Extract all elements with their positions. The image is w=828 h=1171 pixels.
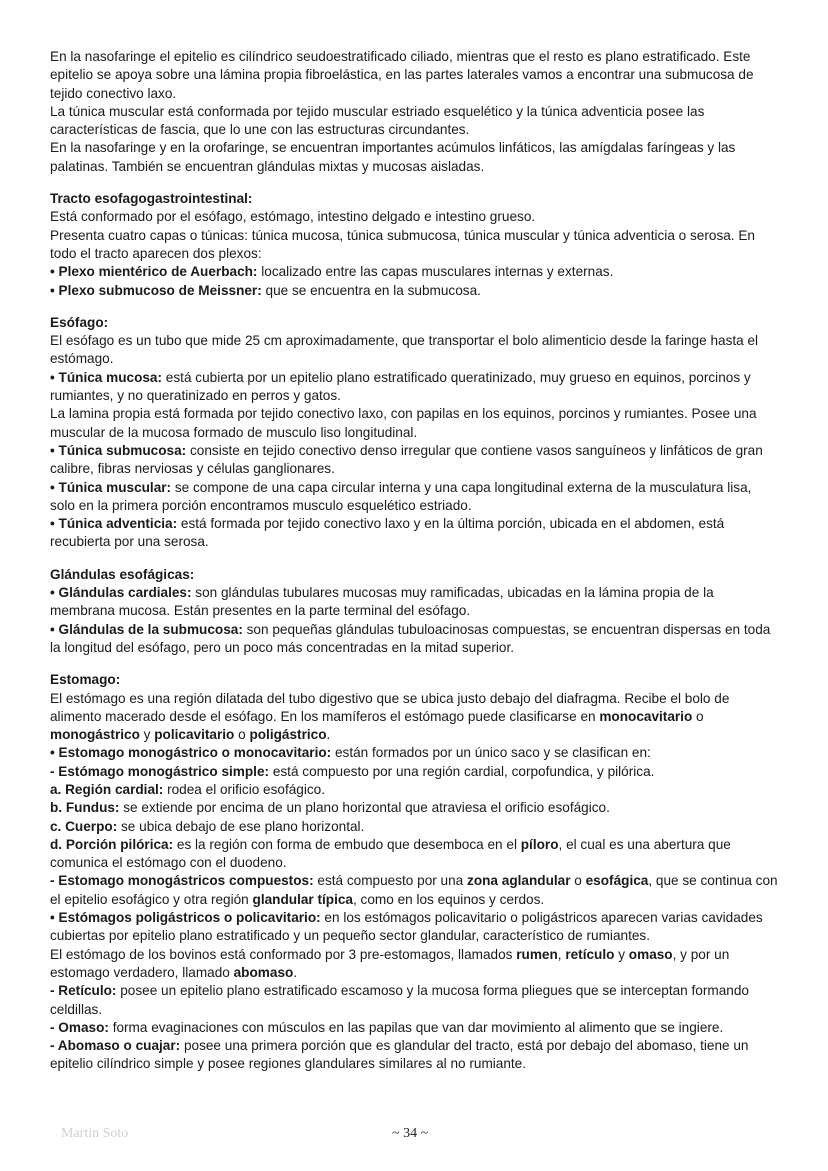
text: El estómago de los bovinos está conformado por 3 pre-estomagos, llamados	[50, 946, 517, 962]
text: y	[614, 946, 629, 962]
text: es la región con forma de embudo que desemboca en el	[173, 836, 521, 852]
bullet-term: • Glándulas de la submucosa:	[50, 621, 243, 637]
bullet-text: se extiende por encima de un plano horizontal que atraviesa el orificio esofágico.	[119, 800, 610, 816]
text: ,	[557, 946, 566, 962]
bullet-text: son glándulas tubulares mucosas muy ramificadas, ubicadas en la lámina propia de la membrana mucosa. Están presentes en la parte terminal del esófago.	[50, 585, 714, 619]
dash-item	[50, 1037, 780, 1074]
bold-term: glandular típica	[252, 891, 353, 907]
bullet-text: localizado entre las capas musculares internas y externas.	[257, 264, 614, 280]
bullet-text: son pequeñas glándulas tubuloacinosas compuestas, se encuentran dispersas en toda la longitud del esófago, pero un poco más concentradas en la mitad superior.	[50, 621, 771, 655]
paragraph: Está conformado por el esófago, estómago, intestino delgado e intestino grueso.	[50, 209, 536, 225]
lettered-item	[50, 818, 780, 836]
section-gap	[50, 552, 780, 566]
bullet-term: • Glándulas cardiales:	[50, 585, 192, 601]
dash-item	[50, 763, 780, 781]
paragraph: Presenta cuatro capas o túnicas: túnica mucosa, túnica submucosa, túnica muscular y túnica adventicia o serosa. En todo el tracto aparecen dos plexos:	[50, 227, 755, 261]
bullet-text: consiste en tejido conectivo denso irregular que contiene vasos sanguíneos y linfáticos de gran calibre, fibras nerviosas y células ganglionares.	[50, 442, 763, 477]
bullet-text: que se encuentra en la submucosa.	[261, 282, 481, 298]
bullet-item	[50, 744, 780, 762]
section-esofago	[50, 314, 780, 552]
bullet-item	[50, 621, 780, 658]
bullet-term: a. Región cardial:	[50, 781, 164, 797]
dash-item	[50, 1019, 780, 1037]
bullet-term: • Estómagos poligástricos o policavitario:	[50, 910, 321, 926]
document-page	[50, 48, 780, 1074]
bullet-term: d. Porción pilórica:	[50, 836, 174, 852]
bold-term: píloro	[520, 836, 559, 852]
bullet-text: se ubica debajo de ese plano horizontal.	[117, 818, 365, 834]
bullet-term: - Retículo:	[50, 983, 117, 999]
bullet-term: • Estomago monogástrico o monocavitario:	[50, 745, 332, 761]
page-number: ~ 34 ~	[392, 1126, 429, 1141]
section-tracto	[50, 190, 780, 300]
bullet-text: está cubierta por un epitelio plano estratificado queratinizado, muy grueso en equinos, porcinos y rumiantes, y no queratinizado en perros y gatos.	[50, 369, 751, 404]
bullet-item	[50, 263, 780, 281]
bold-term: zona aglandular	[467, 873, 571, 889]
bullet-text: se compone de una capa circular interna y una capa longitudinal externa de la musculatura lisa, solo en la primera porción encontramos musculo esquelético estriado.	[50, 479, 752, 513]
text: está compuesto por una	[313, 873, 468, 889]
paragraph: El esófago es un tubo que mide 25 cm aproximadamente, que transportar el bolo alimenticio desde la faringe hasta el estómago.	[50, 333, 759, 367]
paragraph: La lamina propia está formada por tejido conectivo laxo, con papilas en los equinos, porcinos y rumiantes. Posee una muscular de la mucosa formado de musculo liso longitudinal.	[50, 406, 757, 440]
bold-term: esofágica	[585, 873, 649, 889]
intro-paragraph-3: En la nasofaringe y en la orofaringe, se encuentran importantes acúmulos linfáticos, las amígdalas faríngeas y las palatinas. También se encuentran glándulas mixtas y mucosas aisladas.	[50, 140, 736, 174]
lettered-item	[50, 836, 780, 873]
bullet-item	[50, 909, 780, 946]
lettered-item	[50, 799, 780, 817]
intro-paragraph-1: En la nasofaringe el epitelio es cilíndrico seudoestratificado ciliado, mientras que el resto es plano estratificado. Este epitelio se apoya sobre una lámina propia fibroelástica, en las partes laterales vamos a encontrar una submucosa de tejido conectivo laxo.	[50, 49, 754, 101]
section-estomago	[50, 671, 780, 1074]
bold-term: retículo	[565, 946, 615, 962]
section-heading: Estomago:	[50, 672, 121, 688]
bullet-item	[50, 282, 780, 300]
section-gap	[50, 657, 780, 671]
text: , y por un estomago verdadero, llamado	[50, 946, 730, 980]
lettered-item	[50, 781, 780, 799]
text: o	[692, 708, 704, 724]
section-heading: Glándulas esofágicas:	[50, 566, 195, 582]
dash-item	[50, 872, 780, 909]
footer-author: Martin Soto	[61, 1126, 129, 1141]
bold-term: rumen	[516, 946, 558, 962]
bold-term: poligástrico	[249, 727, 327, 743]
bullet-term: • Plexo submucoso de Meissner:	[50, 282, 262, 298]
bullet-term: - Abomaso o cuajar:	[50, 1038, 181, 1054]
text: o	[570, 873, 586, 889]
bullet-text: forma evaginaciones con músculos en las papilas que van dar movimiento al alimento que se ingiere.	[108, 1019, 724, 1035]
bullet-term: • Túnica muscular:	[50, 479, 172, 495]
text: o	[234, 727, 250, 743]
bullet-term: • Túnica submucosa:	[50, 442, 187, 458]
bullet-term: • Túnica mucosa:	[50, 369, 163, 385]
bullet-term: - Omaso:	[50, 1019, 109, 1035]
text: , el cual es una abertura que comunica el estómago con el duodeno.	[50, 836, 731, 871]
section-gap	[50, 176, 780, 190]
bullet-text: están formados por un único saco y se clasifican en:	[331, 745, 651, 761]
bullet-item	[50, 584, 780, 621]
intro-paragraph-2: La túnica muscular está conformada por tejido muscular estriado esquelético y la túnica adventicia posee las características de fascia, que lo une con las estructuras circundantes.	[50, 103, 705, 138]
bullet-text: posee una primera porción que es glandular del tracto, está por debajo del abomaso, tiene un epitelio cilíndrico simple y posee regiones glandulares similares al no rumiante.	[50, 1038, 749, 1072]
bullet-term: - Estómago monogástrico simple:	[50, 763, 270, 779]
bullet-text: rodea el orificio esofágico.	[163, 781, 326, 797]
bullet-item	[50, 515, 780, 552]
bold-term: monocavitario	[599, 708, 693, 724]
bold-term: monogástrico	[50, 727, 140, 743]
bold-term: omaso	[628, 946, 673, 962]
section-heading: Tracto esofagogastrointestinal:	[50, 191, 253, 207]
text: , que se continua con el epitelio esofágico y otra región	[50, 873, 778, 907]
bullet-term: • Plexo mientérico de Auerbach:	[50, 264, 258, 280]
paragraph	[50, 946, 780, 983]
bullet-text: posee un epitelio plano estratificado escamoso y la mucosa forma pliegues que se interceptan formando celdillas.	[50, 983, 749, 1017]
text: y	[139, 727, 155, 743]
bullet-term: c. Cuerpo:	[50, 818, 118, 834]
bullet-item	[50, 479, 780, 516]
bullet-term: • Túnica adventicia:	[50, 516, 178, 532]
text: .	[326, 727, 331, 743]
text: .	[293, 964, 298, 980]
section-gap	[50, 300, 780, 314]
bullet-text: está formada por tejido conectivo laxo y en la última porción, ubicada en el abdomen, está recubierta por una serosa.	[50, 516, 725, 550]
bullet-term: - Estomago monogástricos compuestos:	[50, 873, 314, 889]
text: El estómago es una región dilatada del tubo digestivo que se ubica justo debajo del diafragma. Recibe el bolo de alimento macerado desde el esófago. En los mamíferos el estómago puede clasificarse en	[50, 690, 730, 724]
text: , como en los equinos y cerdos.	[353, 891, 545, 907]
paragraph	[50, 690, 780, 745]
bullet-term: b. Fundus:	[50, 800, 120, 816]
bold-term: abomaso	[233, 964, 294, 980]
bold-term: policavitario	[154, 727, 235, 743]
bullet-text: está compuesto por una región cardial, corpofundica, y pilórica.	[269, 763, 655, 779]
bullet-item	[50, 369, 780, 406]
dash-item	[50, 982, 780, 1019]
section-glandulas	[50, 566, 780, 657]
bullet-text: en los estómagos policavitario o poligástricos aparecen varias cavidades cubiertas por epitelio plano estratificado y un pequeño sector glandular, característico de rumiantes.	[50, 910, 763, 944]
bullet-item	[50, 442, 780, 479]
section-heading: Esófago:	[50, 314, 109, 330]
